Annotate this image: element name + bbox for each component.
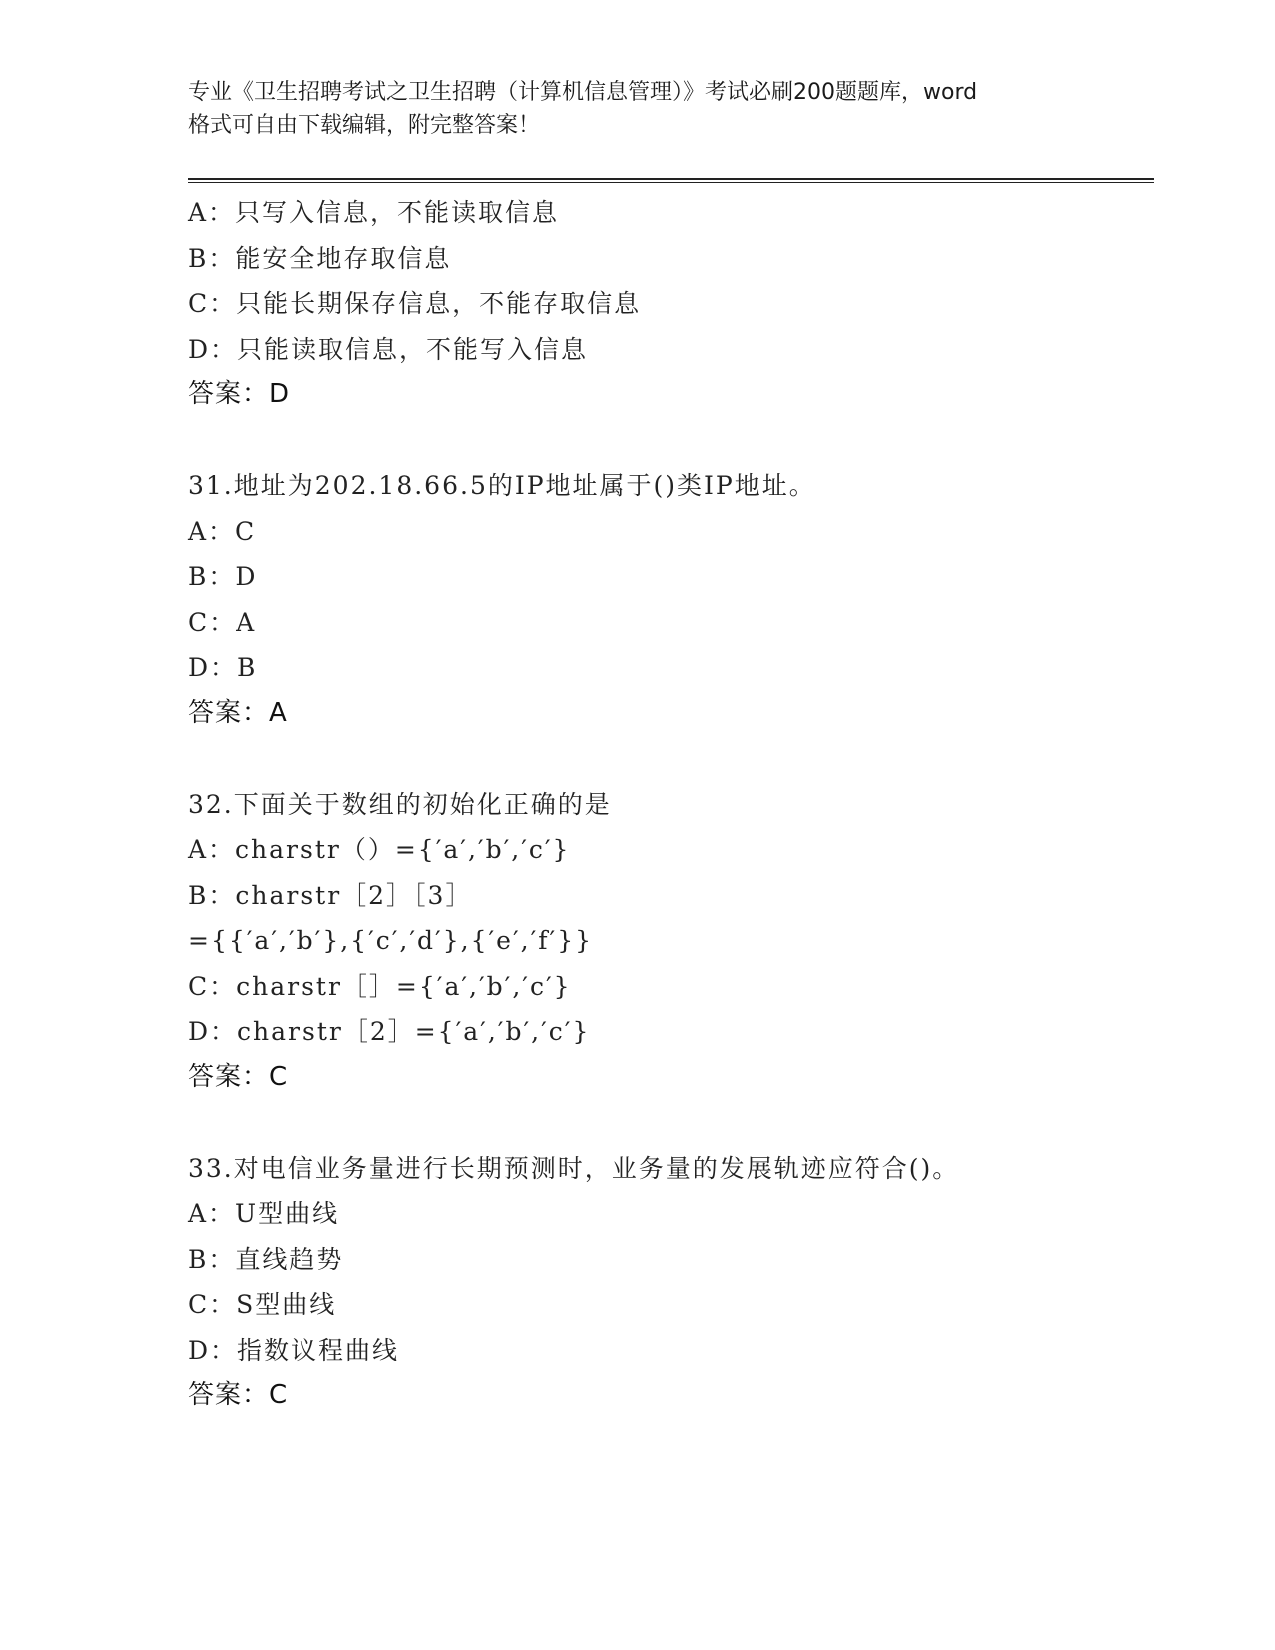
spacer [188, 418, 1148, 464]
option-b: B：D [188, 562, 258, 591]
option-b: B：直线趋势 [188, 1244, 344, 1274]
spacer [188, 736, 1148, 782]
option-a: A：U型曲线 [188, 1199, 340, 1228]
spacer [188, 1100, 1148, 1146]
option-d: D：B [188, 653, 258, 682]
answer: 答案：C [188, 1380, 289, 1410]
question-31-block [188, 463, 1148, 736]
option-a: A：只写入信息，不能读取信息 [188, 198, 560, 227]
question-text: 32.下面关于数组的初始化正确的是 [188, 789, 612, 819]
question-list [188, 190, 1148, 1419]
option-d: D：charstr［2］={′a′,′b′,′c′} [188, 1017, 591, 1046]
question-text: 33.对电信业务量进行长期预测时，业务量的发展轨迹应符合()。 [188, 1153, 960, 1183]
answer: 答案：C [188, 1061, 289, 1092]
option-d: D：只能读取信息，不能写入信息 [188, 334, 589, 364]
question-33-block [188, 1146, 1148, 1419]
option-c: C：A [188, 607, 257, 637]
document-header [188, 76, 1108, 142]
header-line-1: 专业《卫生招聘考试之卫生招聘（计算机信息管理）》考试必刷200题题库，word [188, 80, 978, 105]
header-divider [188, 178, 1154, 183]
option-c: C：S型曲线 [188, 1290, 337, 1319]
option-c: C：只能长期保存信息，不能存取信息 [188, 289, 642, 318]
question-30-block [188, 190, 1148, 418]
option-a: A：charstr（）={′a′,′b′,′c′} [188, 835, 571, 864]
option-b-continued: ={{′a′,′b′},{′c′,′d′},{′e′,′f′}} [188, 926, 594, 955]
option-d: D：指数议程曲线 [188, 1335, 400, 1365]
option-b: B：能安全地存取信息 [188, 243, 452, 273]
option-b: B：charstr［2］［3］ [188, 880, 473, 910]
option-a: A：C [188, 516, 257, 546]
question-text: 31.地址为202.18.66.5的IP地址属于()类IP地址。 [188, 471, 816, 500]
header-line-2: 格式可自由下载编辑，附完整答案！ [188, 113, 541, 138]
answer: 答案：A [188, 697, 288, 728]
answer: 答案：D [188, 379, 291, 409]
question-32-block [188, 782, 1148, 1101]
option-c: C：charstr［］={′a′,′b′,′c′} [188, 971, 572, 1001]
